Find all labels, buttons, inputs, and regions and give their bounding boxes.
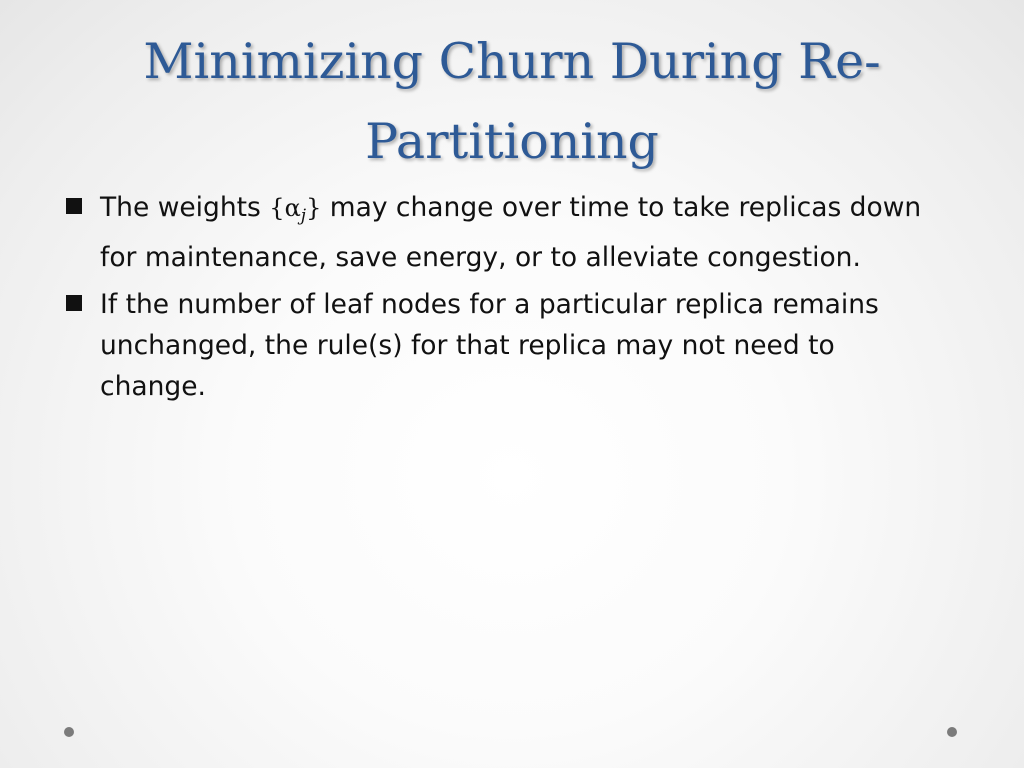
decorative-dot-left (64, 727, 74, 737)
slide-title: Minimizing Churn During Re-Partitioning (143, 33, 881, 170)
bullet-list (62, 187, 942, 413)
bullet-text: If the number of leaf nodes for a particular replica remains unchanged, the rule(s) for that replica may not need to change. (100, 289, 879, 402)
square-bullet-icon (66, 295, 82, 311)
bullet-item (62, 187, 942, 278)
bullet-text-end: may change over time to take replicas down for maintenance, save energy, or to alleviate congestion. (100, 192, 922, 273)
math-close: } (306, 194, 322, 222)
math-subscript: j (300, 206, 307, 226)
weights-alpha-j-math (269, 194, 322, 226)
bullet-item (62, 284, 942, 407)
decorative-dot-right (947, 727, 957, 737)
square-bullet-icon (66, 198, 82, 214)
bullet-text-start: The weights (100, 192, 270, 223)
math-open: {α (269, 194, 301, 222)
